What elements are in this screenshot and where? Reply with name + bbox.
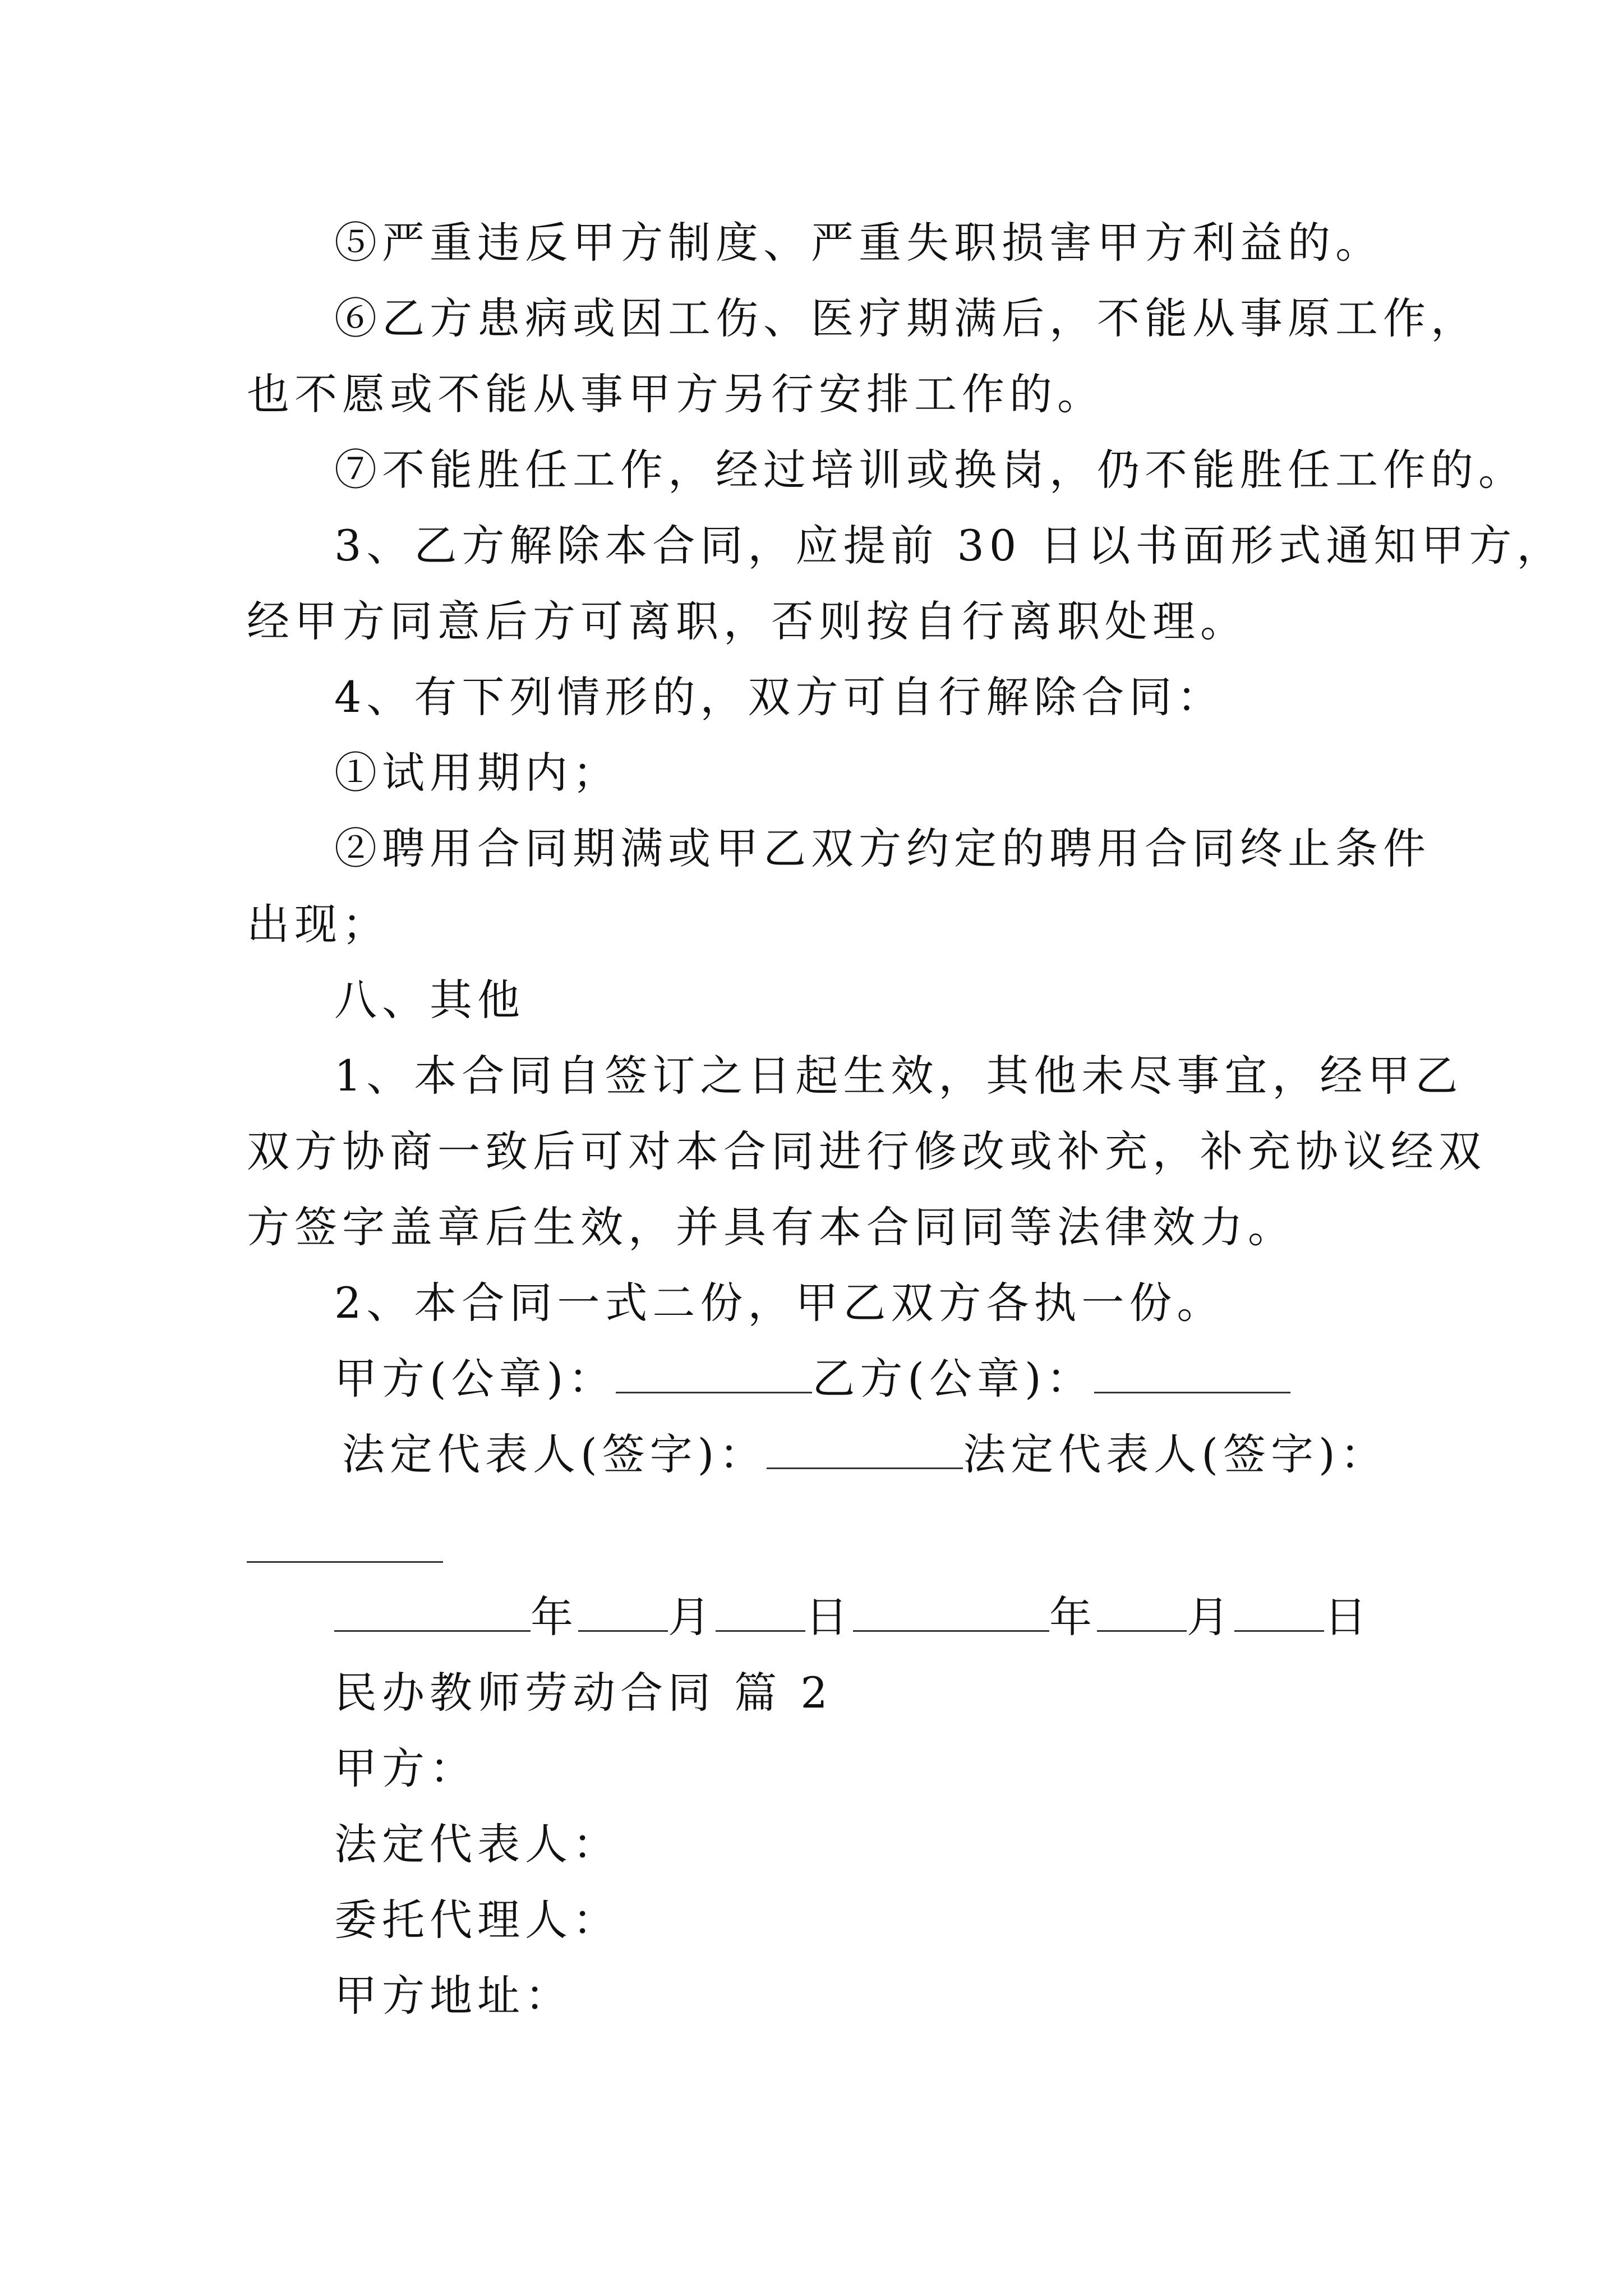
agent-field: 委托代理人：	[334, 1895, 620, 1945]
legal-rep-line	[342, 1429, 1388, 1480]
month-a-label: 月	[668, 1592, 716, 1642]
day-a-blank	[716, 1592, 805, 1632]
party-a-seal-blank	[616, 1354, 812, 1393]
clause-7-4: 4、有下列情形的，双方可自行解除合同：	[334, 672, 1225, 722]
legal-rep-b-blank	[247, 1561, 443, 1563]
party-a-field: 甲方：	[334, 1743, 477, 1793]
year-a-label: 年	[531, 1592, 578, 1642]
clause-8-1-line-3: 方签字盖章后生效，并具有本合同同等法律效力。	[247, 1202, 1295, 1252]
year-b-blank	[853, 1592, 1049, 1632]
date-line	[334, 1592, 1372, 1642]
clause-7-2-item-5: ⑤严重违反甲方制度、严重失职损害甲方利益的。	[334, 218, 1383, 268]
year-b-label: 年	[1049, 1592, 1097, 1642]
clause-7-3-line-1: 3、乙方解除本合同，应提前 30 日以书面形式通知甲方，	[334, 521, 1565, 570]
party-a-address-field: 甲方地址：	[334, 1971, 573, 2021]
clause-8-1-line-1: 1、本合同自签订之日起生效，其他未尽事宜，经甲乙	[334, 1051, 1463, 1101]
clause-7-4-item-2-line-2: 出现；	[247, 899, 390, 949]
month-b-blank	[1097, 1592, 1187, 1632]
day-b-blank	[1234, 1592, 1324, 1632]
month-a-blank	[578, 1592, 668, 1632]
clause-7-2-item-6-line-1: ⑥乙方患病或因工伤、医疗期满后，不能从事原工作，	[334, 293, 1478, 343]
section-2-title: 民办教师劳动合同 篇 2	[334, 1668, 833, 1718]
clause-8-1-line-2: 双方协商一致后可对本合同进行修改或补充，补充协议经双	[247, 1126, 1486, 1176]
clause-7-4-item-1: ①试用期内；	[334, 748, 620, 798]
clause-7-2-item-7: ⑦不能胜任工作，经过培训或换岗，仍不能胜任工作的。	[334, 445, 1526, 495]
legal-rep-a-blank	[767, 1429, 963, 1469]
seal-line	[334, 1354, 1290, 1404]
legal-rep-a-label: 法定代表人(签字)：	[342, 1429, 767, 1479]
legal-rep-field: 法定代表人：	[334, 1819, 620, 1869]
clause-7-3-line-2: 经甲方同意后方可离职，否则按自行离职处理。	[247, 596, 1248, 646]
legal-rep-b-label: 法定代表人(签字)：	[963, 1429, 1388, 1479]
clause-7-2-item-6-line-2: 也不愿或不能从事甲方另行安排工作的。	[247, 369, 1105, 419]
clause-8-2: 2、本合同一式二份，甲乙双方各执一份。	[334, 1278, 1225, 1328]
year-a-blank	[334, 1592, 531, 1632]
day-a-label: 日	[805, 1592, 853, 1642]
party-a-seal-label: 甲方(公章)：	[334, 1354, 616, 1404]
party-b-seal-blank	[1094, 1354, 1290, 1393]
party-b-seal-label: 乙方(公章)：	[812, 1354, 1094, 1404]
section-8-heading: 八、其他	[334, 975, 525, 1025]
month-b-label: 月	[1187, 1592, 1234, 1642]
clause-7-4-item-2-line-1: ②聘用合同期满或甲乙双方约定的聘用合同终止条件	[334, 823, 1431, 873]
day-b-label: 日	[1324, 1592, 1372, 1642]
